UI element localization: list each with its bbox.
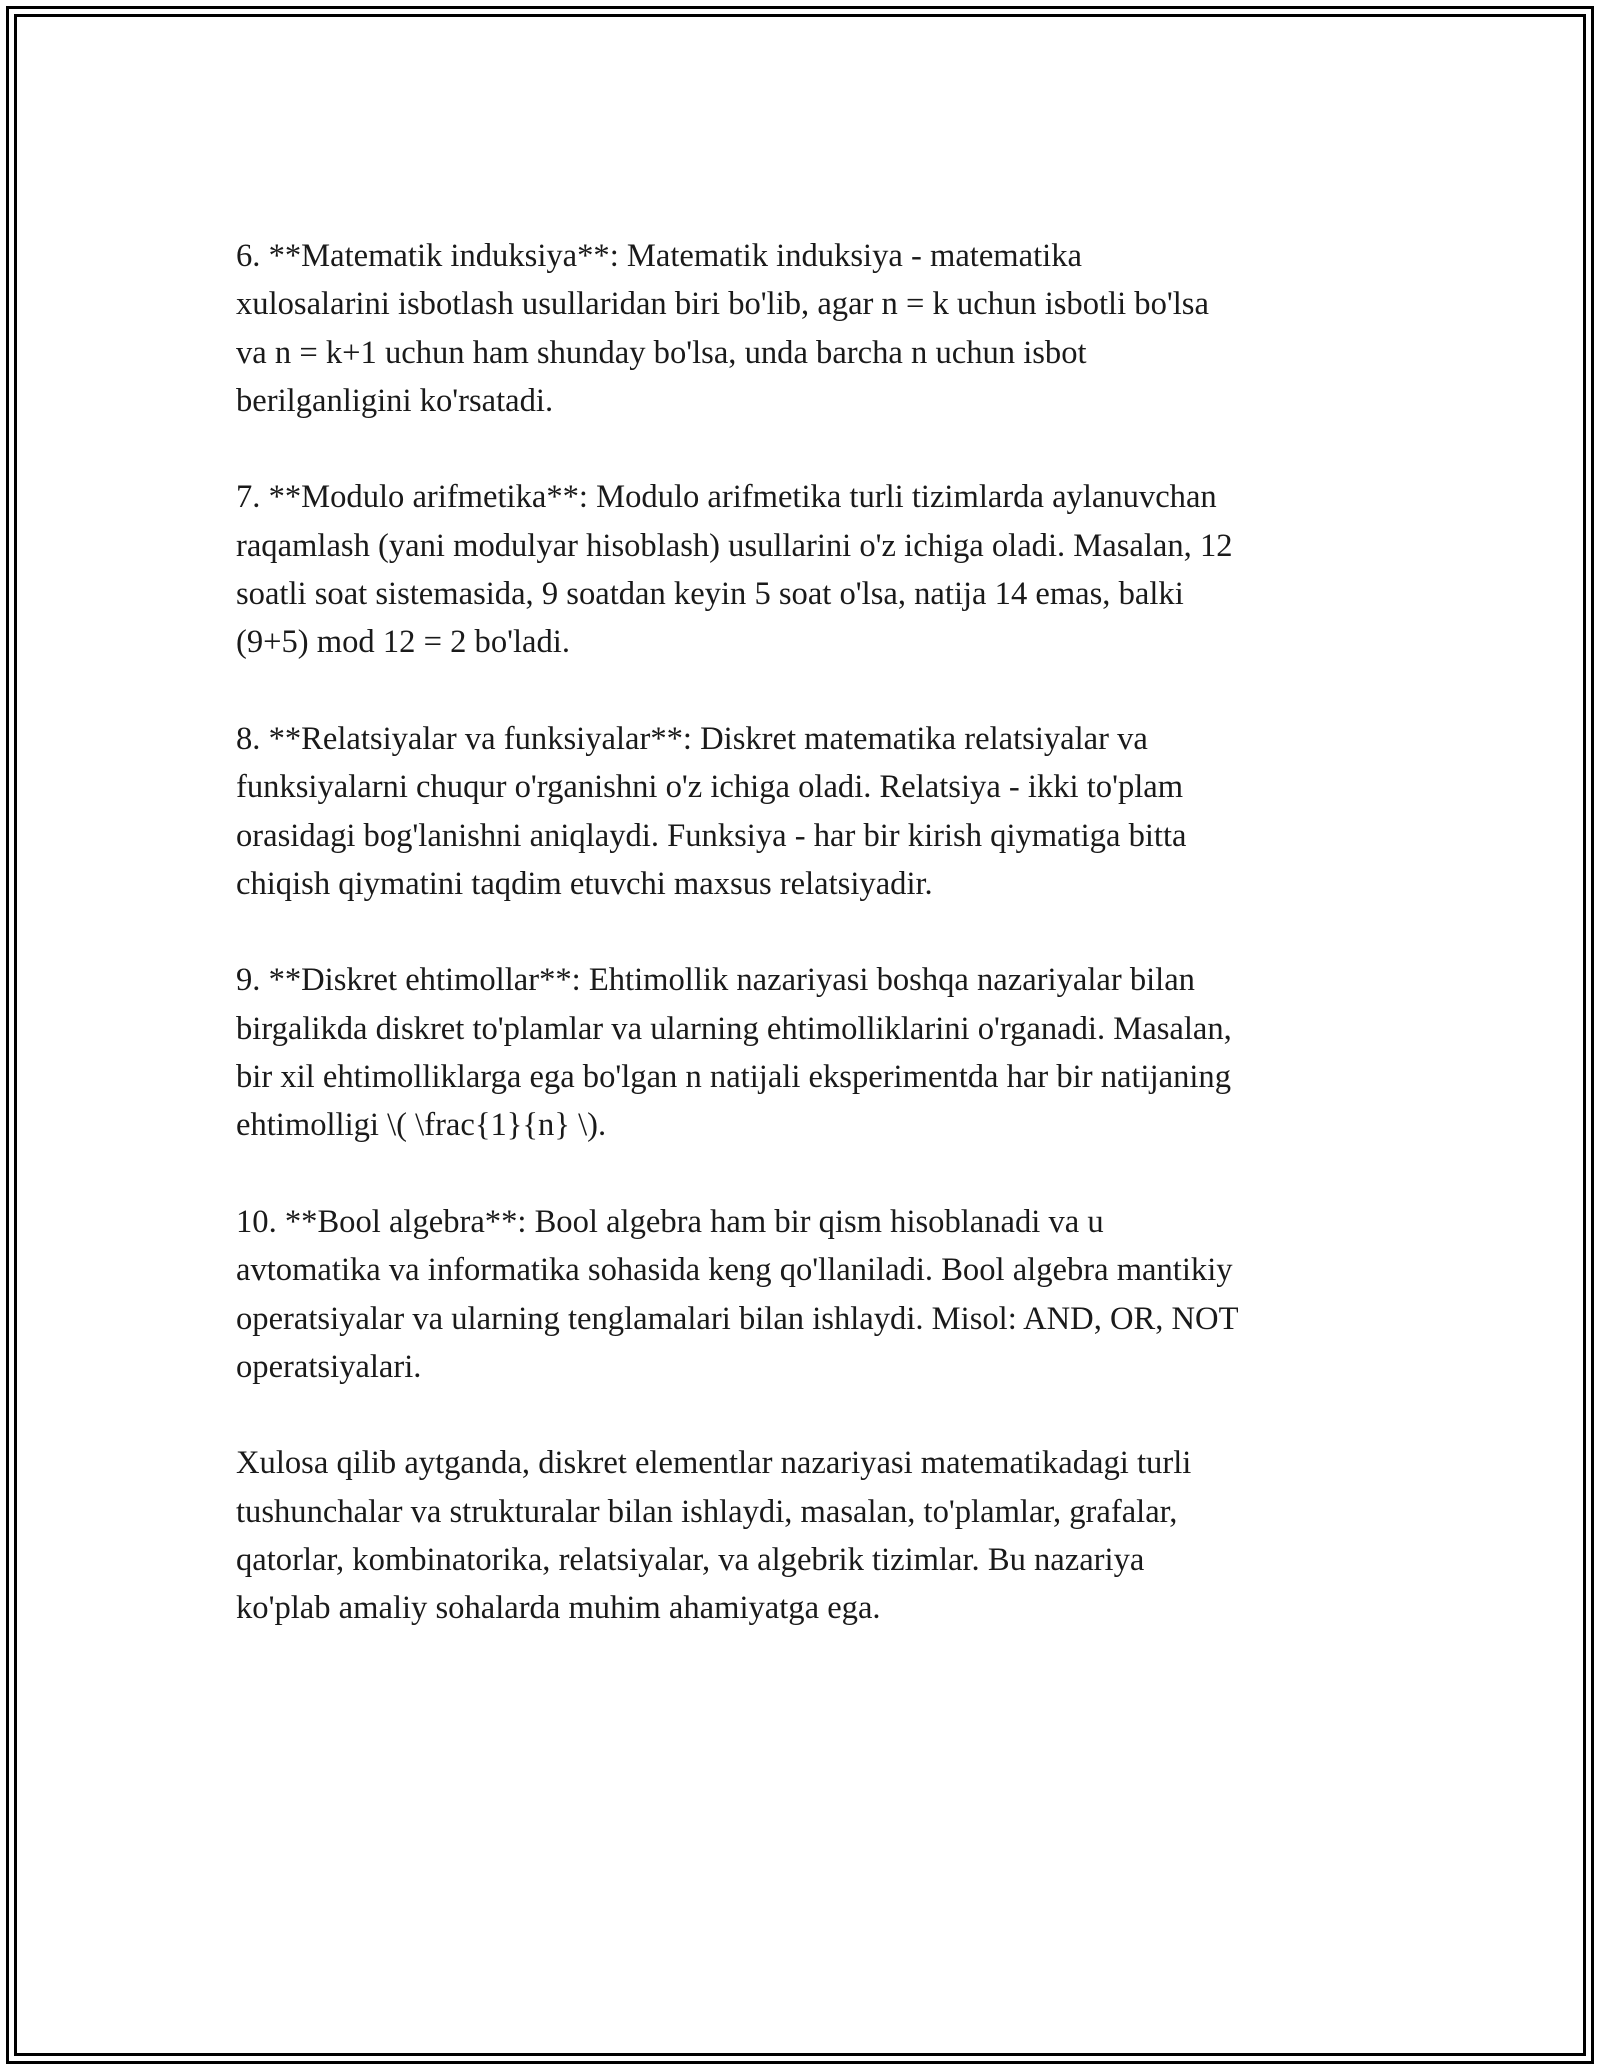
- paragraph-bool-algebra: 10. **Bool algebra**: Bool algebra ham bir qism hisoblanadi va u avtomatika va informatika sohasida keng qo'llaniladi. Bool algebra mantikiy operatsiyalar va ularning tenglamalari bilan ishlaydi. Misol: AND, OR, NOT operatsiyalari.: [236, 1203, 1239, 1385]
- paragraph-diskret-ehtimollar: 9. **Diskret ehtimollar**: Ehtimollik nazariyasi boshqa nazariyalar bilan birgalikda diskret to'plamlar va ularning ehtimolliklarini o'rganadi. Masalan, bir xil ehtimolliklarga ega bo'lgan n natijali eksperimentda har bir natijaning ehtimolligi \( \frac{1}{n} \).: [236, 962, 1232, 1144]
- document-body: [236, 232, 1386, 1681]
- paragraph-matematik-induksiya: 6. **Matematik induksiya**: Matematik induksiya - matematika xulosalarini isbotlash usullaridan biri bo'lib, agar n = k uchun isbotli bo'lsa va n = k+1 uchun ham shunday bo'lsa, unda barcha n uchun isbot berilganligini ko'rsatadi.: [236, 238, 1209, 419]
- paragraph-xulosa: Xulosa qilib aytganda, diskret elementlar nazariyasi matematikadagi turli tushunchalar va strukturalar bilan ishlaydi, masalan, to'plamlar, grafalar, qatorlar, kombinatorika, relatsiyalar, va algebrik tizimlar. Bu nazariya ko'plab amaliy sohalarda muhim ahamiyatga ega.: [236, 1445, 1192, 1627]
- paragraph-relatsiyalar-funksiyalar: 8. **Relatsiyalar va funksiyalar**: Diskret matematika relatsiyalar va funksiyalarni chuqur o'rganishni o'z ichiga oladi. Relatsiya - ikki to'plam orasidagi bog'lanishni aniqlaydi. Funksiya - har bir kirish qiymatiga bitta chiqish qiymatini taqdim etuvchi maxsus relatsiyadir.: [236, 720, 1187, 902]
- paragraph-modulo-arifmetika: 7. **Modulo arifmetika**: Modulo arifmetika turli tizimlarda aylanuvchan raqamlash (yani modulyar hisoblash) usullarini o'z ichiga oladi. Masalan, 12 soatli soat sistemasida, 9 soatdan keyin 5 soat o'lsa, natija 14 emas, balki (9+5) mod 12 = 2 bo'ladi.: [236, 479, 1233, 661]
